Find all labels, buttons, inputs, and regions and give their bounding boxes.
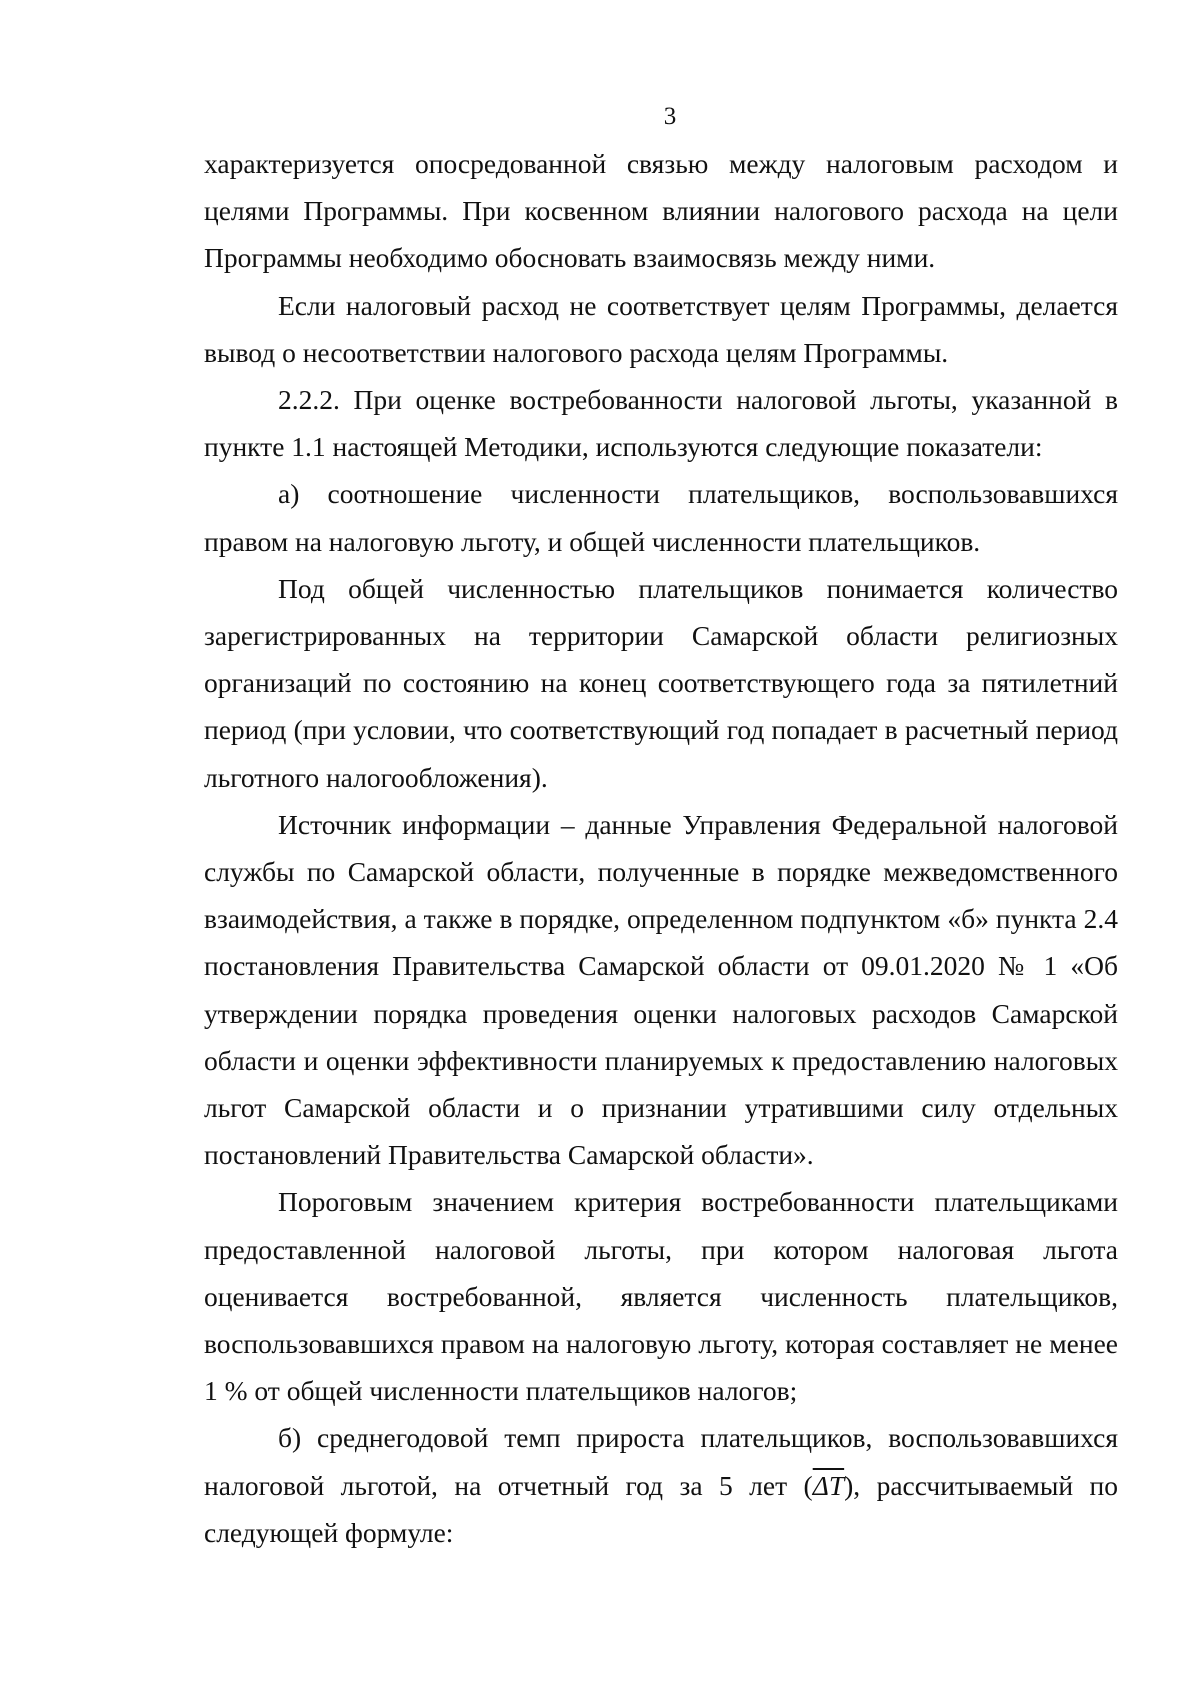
- paragraph-item-b: [204, 1414, 1118, 1556]
- paragraph-inconsistency: Если налоговый расход не соответствует целям Программы, делается вывод о несоответствии налогового расхода целям Программы.: [204, 289, 1118, 368]
- item-b-text-before: б) среднегодовой темп прироста плательщиков, воспользовавшихся налоговой льготой, на отчетный год за 5 лет (: [204, 1422, 1118, 1501]
- document-body: [204, 140, 1118, 1556]
- paragraph-info-source: Источник информации – данные Управления Федеральной налоговой службы по Самарской области, полученные в порядке межведомственного взаимодействия, а также в порядке, определенном подпунктом «б» пункта 2.4 постановления Правительства Самарской области от 09.01.2020 № 1 «Об утверждении порядка проведения оценки налоговых расходов Самарской области и оценки эффективности планируемых к предоставлению налоговых льгот Самарской области и о признании утратившими силу отдельных постановлений Правительства Самарской области».: [204, 808, 1118, 1171]
- item-b-text-after: ), рассчитываемый по следующей формуле:: [204, 1469, 1118, 1548]
- paragraph-threshold: Пороговым значением критерия востребованности плательщиками предоставленной налоговой льготы, при котором налоговая льгота оценивается востребованной, является численность плательщиков, воспользовавшихся правом на налоговую льготу, которая составляет не менее 1 % от общей численности плательщиков налогов;: [204, 1186, 1118, 1407]
- paragraph-item-a: а) соотношение численности плательщиков, воспользовавшихся правом на налоговую льготу, и общей численности плательщиков.: [204, 478, 1118, 557]
- page-number: 3: [663, 103, 677, 130]
- paragraph-total-payers: Под общей численностью плательщиков понимается количество зарегистрированных на территории Самарской области религиозных организаций по состоянию на конец соответствующего года за пятилетний период (при условии, что соответствующий год попадает в расчетный период льготного налогообложения).: [204, 572, 1118, 793]
- delta-t-symbol: $\overline{\Delta T}$: [812, 1469, 845, 1501]
- paragraph-2-2-2: 2.2.2. При оценке востребованности налоговой льготы, указанной в пункте 1.1 настоящей Методики, используются следующие показатели:: [204, 384, 1118, 463]
- paragraph-continuation: характеризуется опосредованной связью между налоговым расходом и целями Программы. При косвенном влиянии налогового расхода на цели Программы необходимо обосновать взаимосвязь между ними.: [204, 148, 1118, 274]
